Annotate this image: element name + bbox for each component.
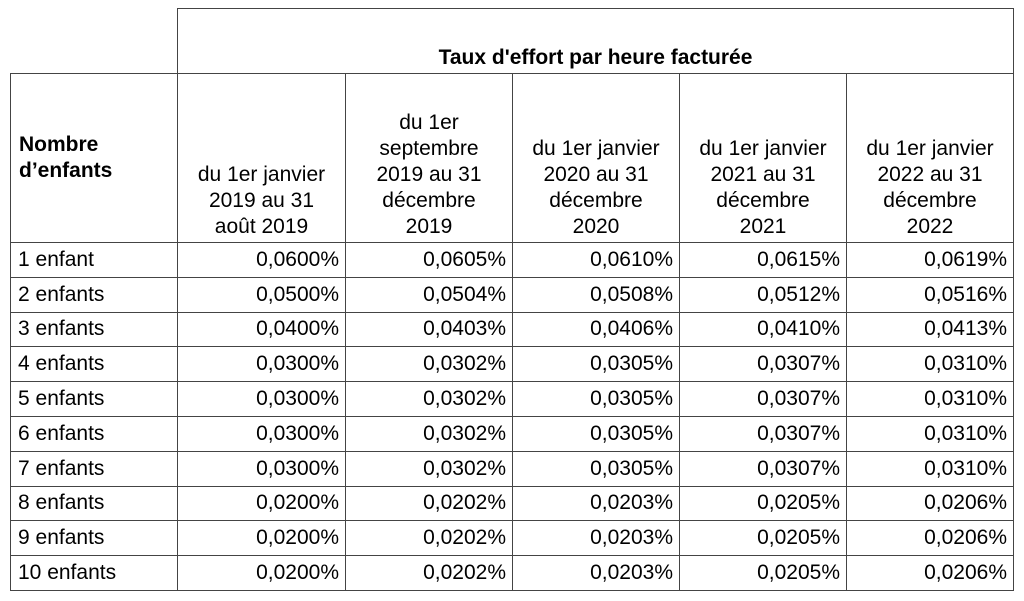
rate-cell: 0,0504% <box>346 277 513 312</box>
child-count-label: 1 enfant <box>11 243 178 278</box>
rate-cell: 0,0203% <box>513 521 680 556</box>
row-header-title <box>11 74 178 243</box>
rate-cell: 0,0305% <box>513 416 680 451</box>
rate-cell: 0,0410% <box>680 312 847 347</box>
rate-cell: 0,0305% <box>513 451 680 486</box>
rate-rows <box>11 243 1014 591</box>
rate-cell: 0,0500% <box>178 277 346 312</box>
rate-cell: 0,0200% <box>178 521 346 556</box>
rate-cell: 0,0310% <box>847 416 1014 451</box>
child-count-label: 2 enfants <box>11 277 178 312</box>
rate-cell: 0,0307% <box>680 382 847 417</box>
period-label: du 1er janvier 2022 au 31 décembre 2022 <box>866 137 994 238</box>
child-count-label: 5 enfants <box>11 382 178 417</box>
rate-cell: 0,0406% <box>513 312 680 347</box>
period-header-row <box>11 74 1014 243</box>
rate-cell: 0,0200% <box>178 556 346 591</box>
child-count-label: 7 enfants <box>11 451 178 486</box>
period-header <box>178 74 346 243</box>
rate-cell: 0,0302% <box>346 416 513 451</box>
rate-cell: 0,0206% <box>847 521 1014 556</box>
row-header-text: Nombre d’enfants <box>19 133 113 182</box>
rate-cell: 0,0400% <box>178 312 346 347</box>
table-row <box>11 347 1014 382</box>
table-row <box>11 243 1014 278</box>
table-row <box>11 521 1014 556</box>
empty-corner-cell <box>11 9 178 74</box>
rate-cell: 0,0307% <box>680 451 847 486</box>
table-row <box>11 382 1014 417</box>
child-count-label: 4 enfants <box>11 347 178 382</box>
rate-cell: 0,0302% <box>346 451 513 486</box>
rate-cell: 0,0413% <box>847 312 1014 347</box>
table-row <box>11 312 1014 347</box>
rate-cell: 0,0200% <box>178 486 346 521</box>
period-label: du 1er janvier 2019 au 31 août 2019 <box>197 163 326 238</box>
rate-cell: 0,0302% <box>346 347 513 382</box>
table-row <box>11 277 1014 312</box>
period-header <box>680 74 847 243</box>
table-row <box>11 451 1014 486</box>
child-count-label: 3 enfants <box>11 312 178 347</box>
rate-cell: 0,0615% <box>680 243 847 278</box>
group-header-row <box>11 9 1014 74</box>
period-header <box>513 74 680 243</box>
rate-cell: 0,0305% <box>513 347 680 382</box>
rate-cell: 0,0310% <box>847 451 1014 486</box>
rate-cell: 0,0310% <box>847 382 1014 417</box>
effort-rate-table <box>10 8 1014 591</box>
rate-cell: 0,0610% <box>513 243 680 278</box>
rate-cell: 0,0310% <box>847 347 1014 382</box>
rate-cell: 0,0508% <box>513 277 680 312</box>
rate-cell: 0,0307% <box>680 347 847 382</box>
rate-cell: 0,0300% <box>178 416 346 451</box>
rate-cell: 0,0202% <box>346 556 513 591</box>
rate-cell: 0,0206% <box>847 486 1014 521</box>
table-row <box>11 556 1014 591</box>
child-count-label: 8 enfants <box>11 486 178 521</box>
period-header <box>346 74 513 243</box>
rate-cell: 0,0202% <box>346 521 513 556</box>
rate-cell: 0,0605% <box>346 243 513 278</box>
group-title: Taux d'effort par heure facturée <box>178 9 1014 74</box>
rate-cell: 0,0512% <box>680 277 847 312</box>
rate-table-container <box>10 8 1014 591</box>
period-label: du 1er janvier 2020 au 31 décembre 2020 <box>532 137 660 238</box>
period-label: du 1er janvier 2021 au 31 décembre 2021 <box>699 137 827 238</box>
period-header <box>847 74 1014 243</box>
rate-cell: 0,0205% <box>680 556 847 591</box>
rate-cell: 0,0300% <box>178 382 346 417</box>
child-count-label: 9 enfants <box>11 521 178 556</box>
table-row <box>11 486 1014 521</box>
rate-cell: 0,0619% <box>847 243 1014 278</box>
rate-cell: 0,0600% <box>178 243 346 278</box>
rate-cell: 0,0205% <box>680 521 847 556</box>
rate-cell: 0,0516% <box>847 277 1014 312</box>
rate-cell: 0,0302% <box>346 382 513 417</box>
rate-cell: 0,0203% <box>513 486 680 521</box>
rate-cell: 0,0206% <box>847 556 1014 591</box>
rate-cell: 0,0403% <box>346 312 513 347</box>
rate-cell: 0,0202% <box>346 486 513 521</box>
table-row <box>11 416 1014 451</box>
rate-cell: 0,0203% <box>513 556 680 591</box>
period-label: du 1er septembre 2019 au 31 décembre 2019 <box>376 111 482 238</box>
rate-cell: 0,0307% <box>680 416 847 451</box>
rate-cell: 0,0300% <box>178 451 346 486</box>
rate-cell: 0,0205% <box>680 486 847 521</box>
rate-cell: 0,0305% <box>513 382 680 417</box>
child-count-label: 6 enfants <box>11 416 178 451</box>
child-count-label: 10 enfants <box>11 556 178 591</box>
rate-cell: 0,0300% <box>178 347 346 382</box>
